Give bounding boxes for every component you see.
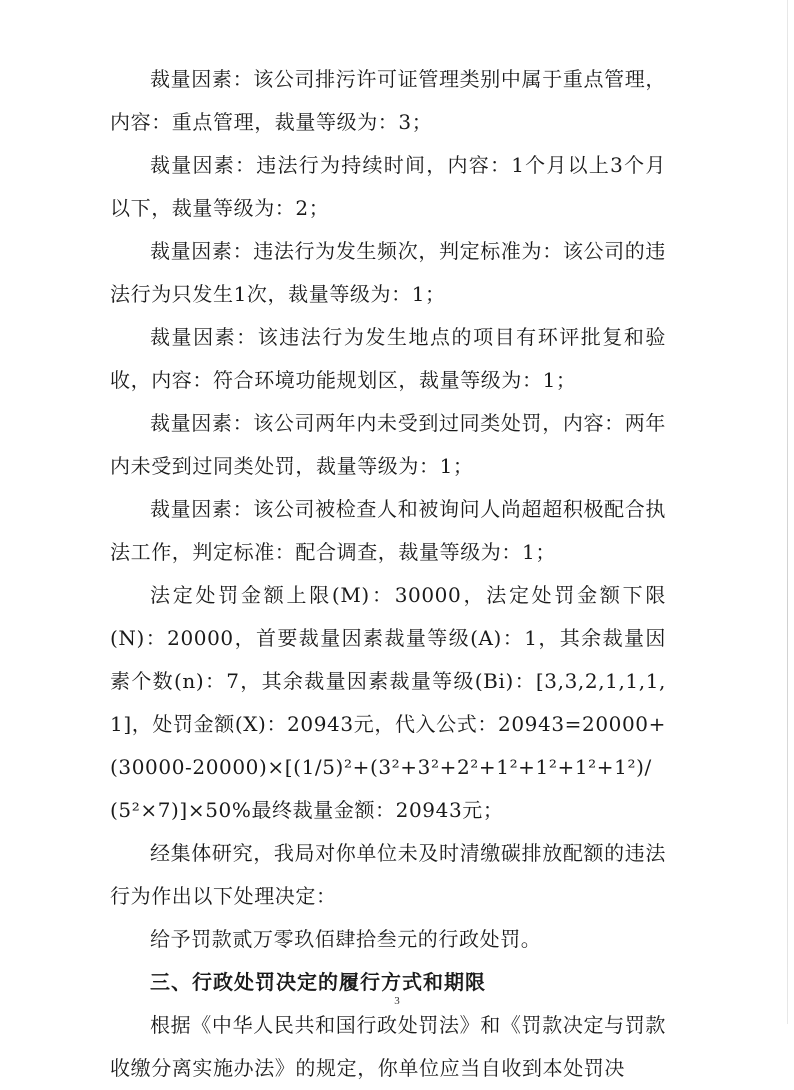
paragraph-factor-frequency: 裁量因素：违法行为发生频次，判定标准为：该公司的违法行为只发生1次，裁量等级为：1； [110,239,666,306]
paragraph-penalty-amount: 给予罚款贰万零玖佰肆拾叁元的行政处罚。 [150,927,542,951]
paragraph-factor-prior-penalties: 裁量因素：该公司两年内未受到过同类处罚，内容：两年内未受到过同类处罚，裁量等级为：1； [110,411,666,478]
paragraph-penalty-calculation: 法定处罚金额上限(M)：30000，法定处罚金额下限(N)：20000，首要裁量因素裁量等级(A)：1，其余裁量因素个数(n)：7，其余裁量因素裁量等级(Bi)：[3,3,2,1,1,1,1]，处罚金额(X)：20943元，代入公式：20943=20000+(30000-20000)×[(1/5)²+(3²+3²+2²+1²+1²+1²+1²)/(5²×7)]×50%最终裁量金额：20943元； [110,583,666,822]
paragraph-factor-cooperation: 裁量因素：该公司被检查人和被询问人尚超超积极配合执法工作，判定标准：配合调查，裁量等级为：1； [110,497,666,564]
paragraph-factor-duration: 裁量因素：违法行为持续时间，内容：1个月以上3个月以下，裁量等级为：2； [110,153,666,220]
section-heading: 三、行政处罚决定的履行方式和期限 [150,970,486,994]
page-number: 3 [394,995,400,1007]
document-body [110,58,666,1090]
paragraph-factor-permit-category: 裁量因素：该公司排污许可证管理类别中属于重点管理，内容：重点管理，裁量等级为：3； [110,67,666,134]
paragraph-legal-basis: 根据《中华人民共和国行政处罚法》和《罚款决定与罚款收缴分离实施办法》的规定，你单位应当自收到本处罚决 [110,1013,666,1080]
paragraph-factor-location: 裁量因素：该违法行为发生地点的项目有环评批复和验收，内容：符合环境功能规划区，裁量等级为：1； [110,325,666,392]
scan-edge-line [787,0,788,1024]
paragraph-collective-decision: 经集体研究，我局对你单位未及时清缴碳排放配额的违法行为作出以下处理决定： [110,841,666,908]
